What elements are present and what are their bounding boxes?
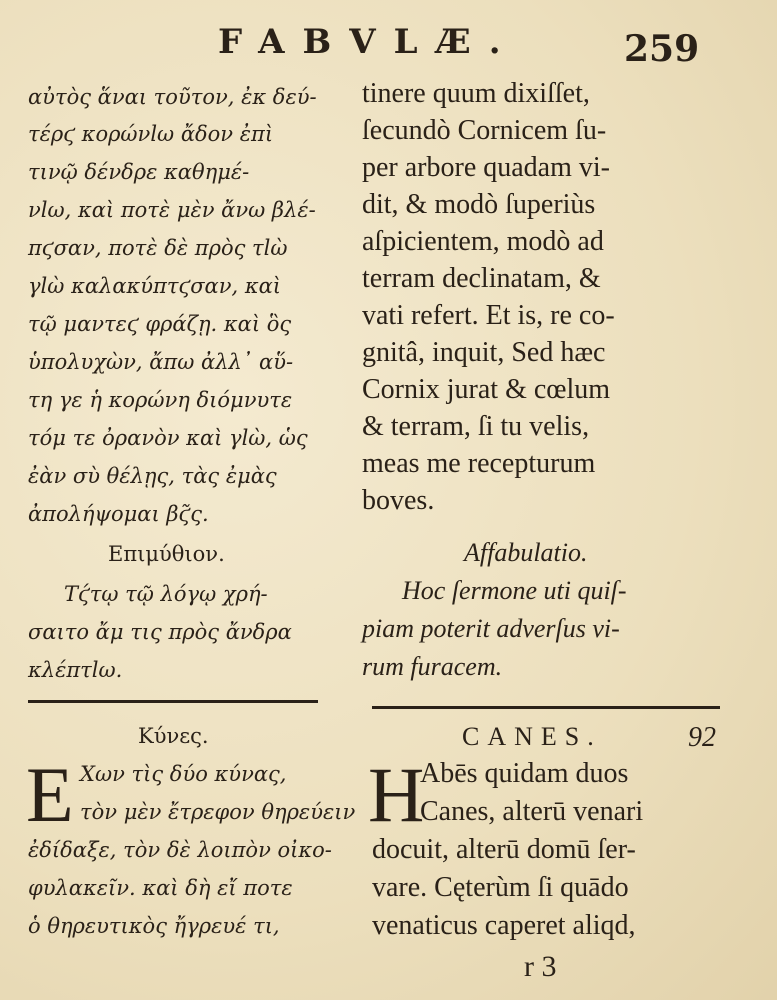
greek-line: πϛσαν, ποτὲ δὲ πρὸς τlὼ — [28, 236, 288, 260]
greek-moral-heading: Επιμύθιον. — [108, 542, 225, 566]
greek-line: τέρϛ κορώνlω ἄδον ἐπὶ — [28, 122, 274, 146]
latin-fable-line: docuit, alterū domū ſer- — [372, 834, 636, 865]
greek-fable-line: φυλακεῖν. καὶ δὴ εἴ ποτε — [28, 876, 293, 900]
latin-dropcap: H — [368, 751, 425, 838]
latin-line: terram declinatam, & — [362, 263, 601, 294]
greek-fable-line: Χων τὶς δύο κύνας, — [80, 762, 287, 786]
latin-line: aſpicientem, modò ad — [362, 226, 604, 257]
latin-line: ſecundò Cornicem ſu- — [362, 115, 607, 146]
latin-line: meas me recepturum — [362, 448, 596, 479]
greek-fable-title: Κύνες. — [138, 724, 209, 748]
latin-moral-line: Hoc ſermone uti quiſ- — [402, 576, 627, 605]
latin-moral-line: rum furacem. — [362, 652, 503, 681]
left-divider-rule — [28, 700, 318, 703]
running-header: FABVLÆ. — [218, 22, 519, 62]
latin-fable-title: CANES. — [462, 722, 602, 751]
signature-mark: r 3 — [524, 950, 557, 983]
latin-line: boves. — [362, 485, 435, 516]
greek-fable-line: ἐδίδαξε, τὸν δὲ λοιπὸν οἰκο- — [28, 838, 332, 862]
fable-number: 92 — [688, 722, 716, 753]
greek-line: γlὼ καλακύπτϛσαν, καὶ — [28, 274, 282, 298]
right-divider-rule — [372, 706, 720, 709]
latin-line: per arbore quadam vi- — [362, 152, 610, 183]
latin-fable-line: Canes, alterū venari — [420, 796, 644, 827]
latin-fable-line: venaticus caperet aliqd, — [372, 910, 636, 941]
latin-line: Cornix jurat & cœlum — [362, 374, 611, 405]
latin-line: gnitâ, inquit, Sed hæc — [362, 337, 606, 368]
latin-line: tinere quum dixiſſet, — [362, 78, 590, 109]
greek-line: νlω, καὶ ποτὲ μὲν ἄνω βλέ- — [28, 198, 316, 222]
greek-moral-line: Τϛ́τῳ τῷ λόγῳ χρή- — [64, 582, 268, 606]
greek-line: τινῷ δένδρε καθημέ- — [28, 160, 250, 184]
latin-line: vati refert. Et is, re co- — [362, 300, 615, 331]
greek-line: ἐὰν σὺ θέλῃς, τὰς ἐμὰς — [28, 464, 277, 488]
latin-fable-line: Abēs quidam duos — [420, 758, 629, 789]
greek-line: ὑπολυχὼν, ἄπω ἀλλ᾽ αὕ- — [28, 350, 294, 374]
greek-dropcap: E — [26, 751, 74, 838]
latin-line: dit, & modò ſuperiùs — [362, 189, 596, 220]
greek-line: τη γε ἡ κορώνη διόμνυτε — [28, 388, 293, 412]
latin-fable-line: vare. Cęterùm ſi quādo — [372, 872, 629, 903]
greek-moral-line: κλέπτlω. — [28, 658, 123, 682]
latin-moral-heading: Affabulatio. — [464, 538, 588, 567]
latin-moral-line: piam poterit adverſus vi- — [362, 614, 620, 643]
greek-moral-line: σαιτο ἄμ τις πρὸς ἄνδρα — [28, 620, 292, 644]
greek-line: τῷ μαντεϛ φράζῃ. καὶ ὃς — [28, 312, 292, 336]
greek-fable-line: ὁ θηρευτικὸς ἤγρευέ τι, — [28, 914, 280, 938]
greek-line: αὐτὸς ἅναι τοῦτον, ἐκ δεύ- — [28, 85, 317, 109]
greek-line: τόμ τε ὀρανὸν καὶ γlὼ, ὡς — [28, 426, 308, 450]
greek-line: ἀπολήψομαι βϛ̃ς. — [28, 502, 209, 526]
page-number: 259 — [624, 28, 700, 70]
greek-fable-line: τὸν μὲν ἔτρεφον θηρεύειν — [80, 800, 356, 824]
latin-line: & terram, ſi tu velis, — [362, 411, 590, 442]
